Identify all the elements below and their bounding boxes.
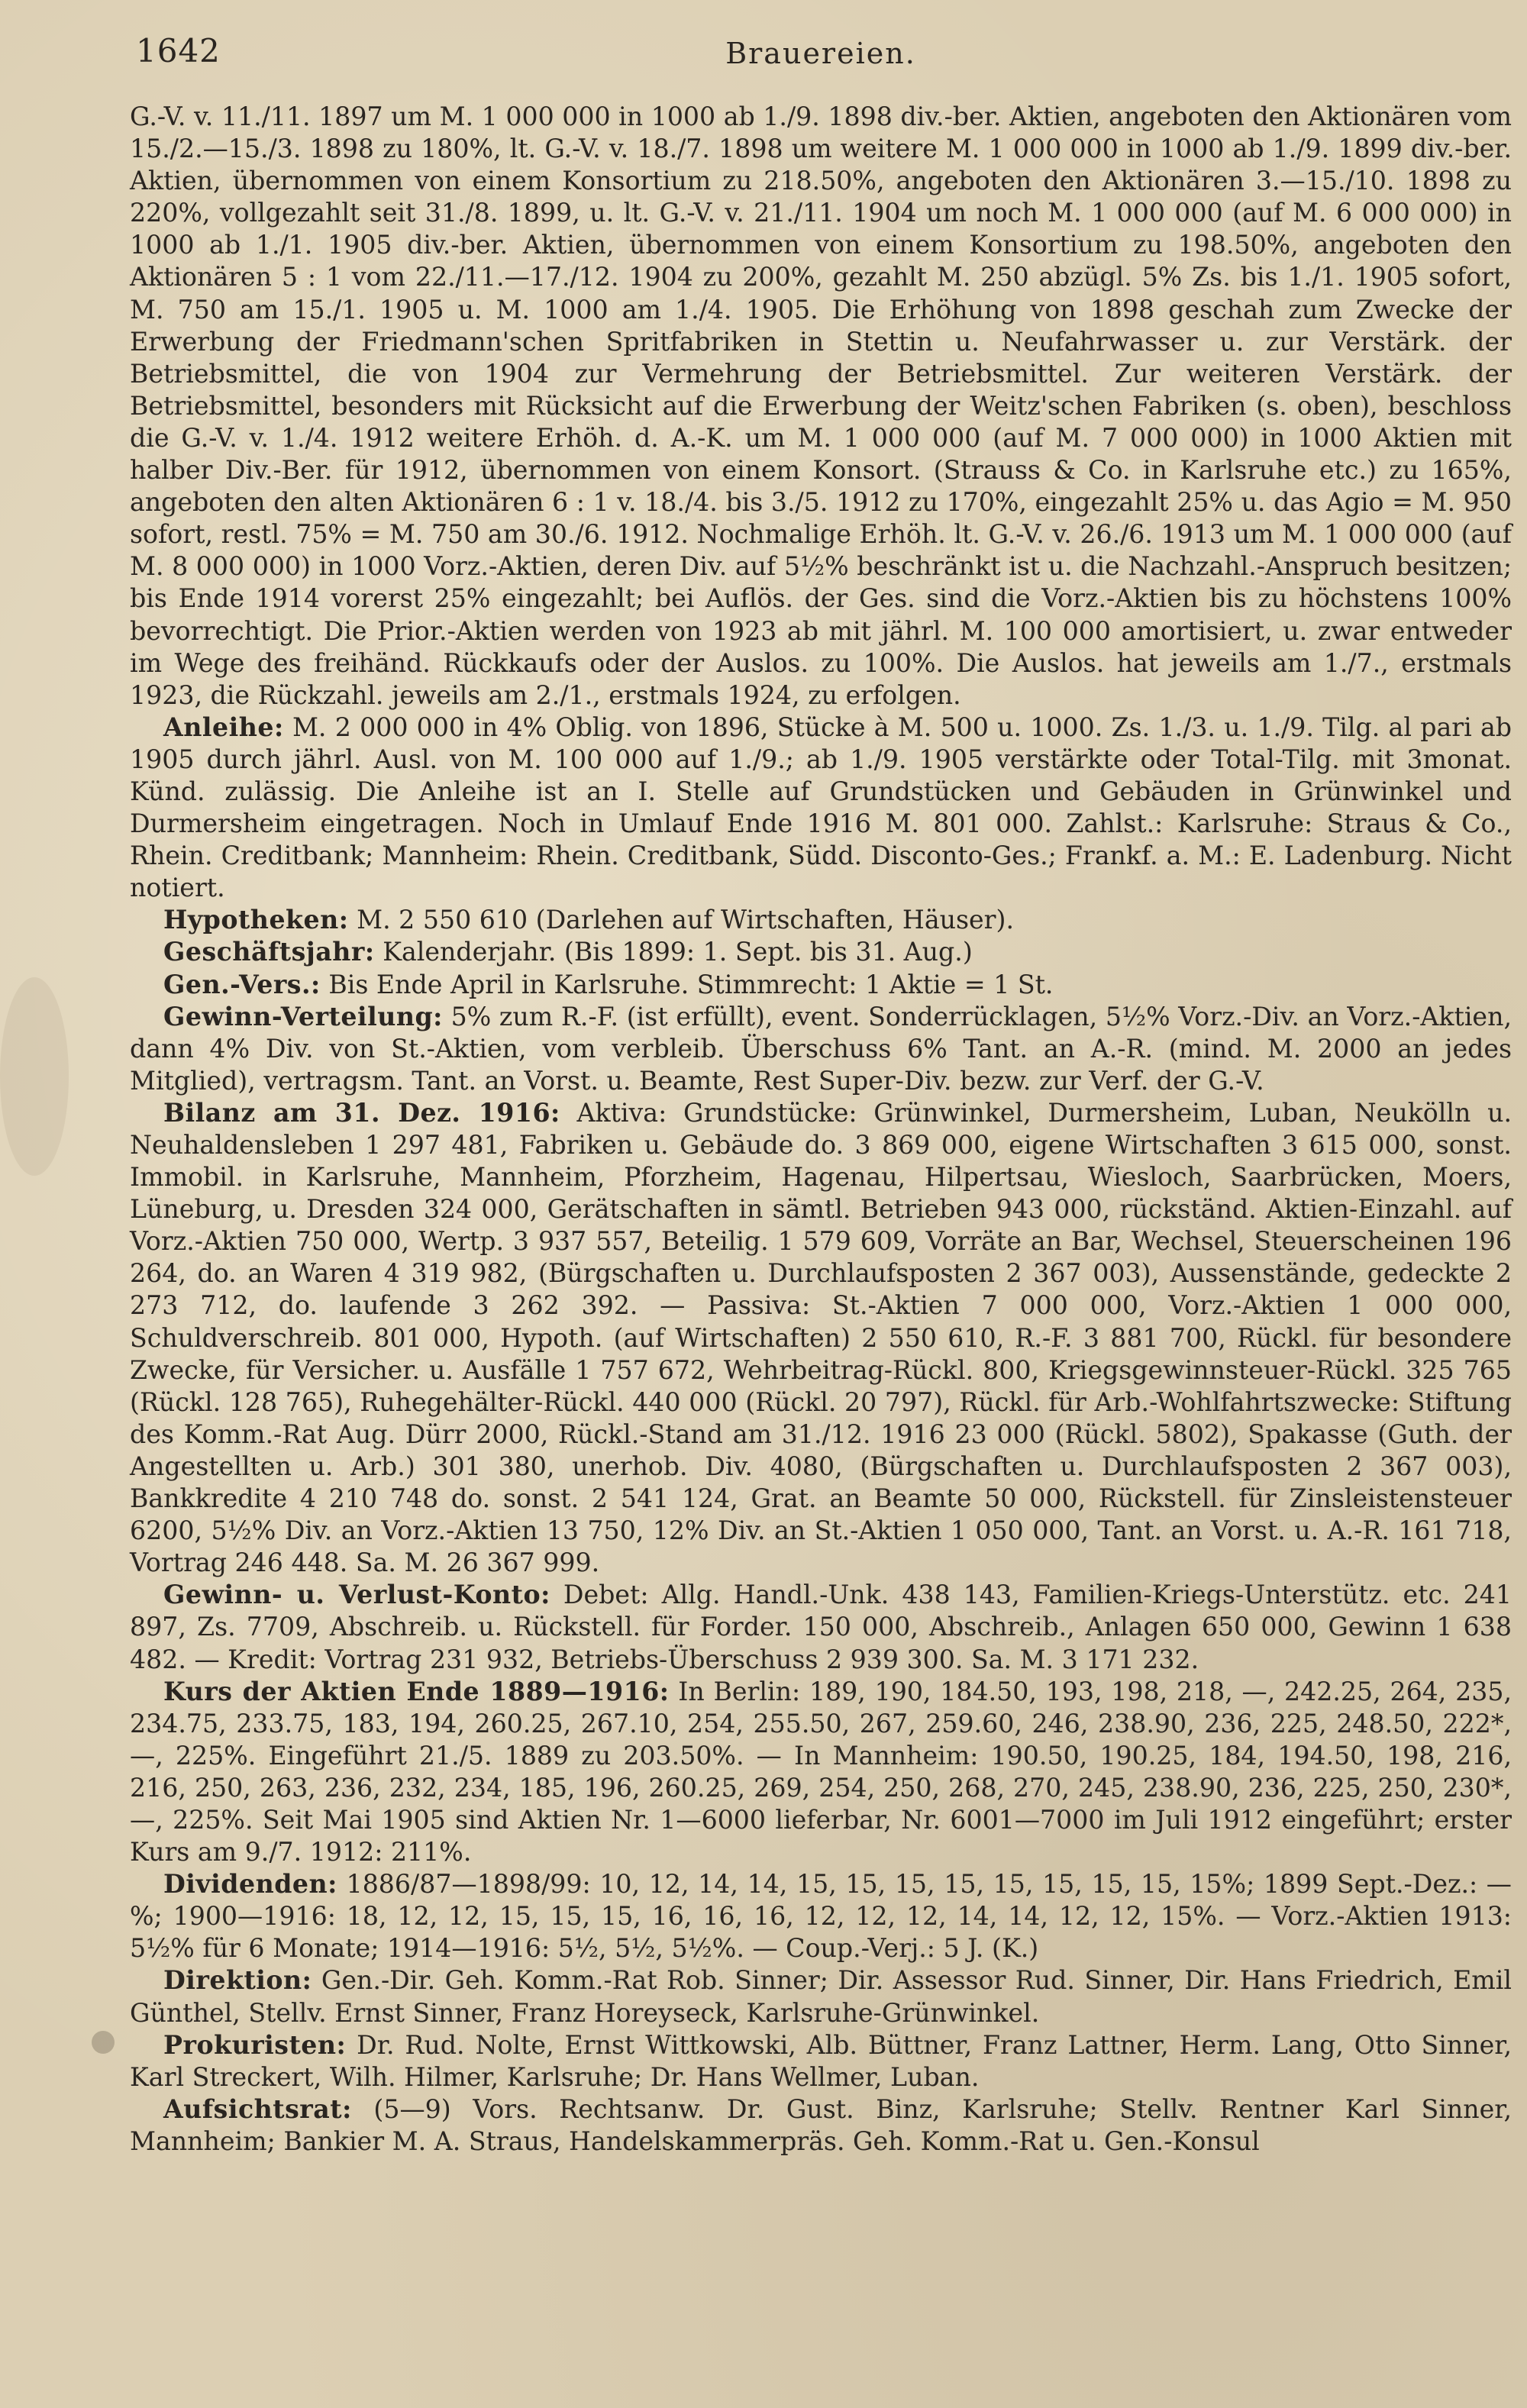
section-lead: Hypotheken:: [163, 905, 349, 935]
page-number: 1642: [136, 32, 221, 69]
section-lead: Anleihe:: [163, 712, 284, 742]
section-lead: Geschäftsjahr:: [163, 937, 375, 967]
paragraph-text: 5% zum R.-F. (ist erfüllt), event. Sonderrücklagen, 5½% Vorz.-Div. an Vorz.-Aktien, dann 4% Div. von St.-Aktien, vom verbleib. Überschuss 6% Tant. an A.-R. (mind. M. 2000 an jedes Mitglied), vertragsm. Tant. an Vorst. u. Beamte, Rest Super-Div. bezw. zur Verf. der G.-V.: [130, 1001, 1512, 1096]
paragraph-text: M. 2 000 000 in 4% Oblig. von 1896, Stücke à M. 500 u. 1000. Zs. 1./3. u. 1./9. Tilg. al pari ab 1905 durch jährl. Ausl. von M. 100 000 auf 1./9.; ab 1./9. 1905 verstärkte oder Total-Tilg. mit 3monat. Künd. zulässig. Die Anleihe ist an I. Stelle auf Grundstücken und Gebäuden in Grünwinkel und Durmersheim eingetragen. Noch in Umlauf Ende 1916 M. 801 000. Zahlst.: Karlsruhe: Straus & Co., Rhein. Creditbank; Mannheim: Rhein. Creditbank, Südd. Disconto-Ges.; Frankf. a. M.: E. Ladenburg. Nicht notiert.: [130, 712, 1512, 903]
paragraph-text: In Berlin: 189, 190, 184.50, 193, 198, 218, —, 242.25, 264, 235, 234.75, 233.75, 183, 194, 260.25, 267.10, 254, 255.50, 267, 259.60, 246, 238.90, 236, 225, 248.50, 222*, —, 225%. Eingeführt 21./5. 1889 zu 203.50%. — In Mannheim: 190.50, 190.25, 184, 194.50, 198, 216, 216, 250, 263, 236, 232, 234, 185, 196, 260.25, 269, 254, 250, 268, 270, 245, 238.90, 236, 225, 250, 230*, —, 225%. Seit Mai 1905 sind Aktien Nr. 1—6000 lieferbar, Nr. 6001—7000 im Juli 1912 eingeführt; erster Kurs am 9./7. 1912: 211%.: [130, 1676, 1512, 1867]
section-lead: Gewinn- u. Verlust-Konto:: [163, 1580, 550, 1610]
paragraph: [130, 1964, 1512, 2029]
body-text: [130, 101, 1512, 2158]
paragraph: [130, 712, 1512, 905]
paragraph: [130, 1676, 1512, 1869]
paragraph-text: Aktiva: Grundstücke: Grünwinkel, Durmersheim, Luban, Neukölln u. Neuhaldensleben 1 297 481, Fabriken u. Gebäude do. 3 869 000, eigene Wirtschaften 3 615 000, sonst. Immobil. in Karlsruhe, Mannheim, Pforzheim, Hagenau, Hilpertsau, Wiesloch, Saarbrücken, Moers, Lüneburg, u. Dresden 324 000, Gerätschaften in sämtl. Betrieben 943 000, rückständ. Aktien-Einzahl. auf Vorz.-Aktien 750 000, Wertp. 3 937 557, Beteilig. 1 579 609, Vorräte an Bar, Wechsel, Steuerscheinen 196 264, do. an Waren 4 319 982, (Bürgschaften u. Durchlaufsposten 2 367 003), Aussenstände, gedeckte 2 273 712, do. laufende 3 262 392. — Passiva: St.-Aktien 7 000 000, Vorz.-Aktien 1 000 000, Schuldverschreib. 801 000, Hypoth. (auf Wirtschaften) 2 550 610, R.-F. 3 881 700, Rückl. für besondere Zwecke, für Versicher. u. Ausfälle 1 757 672, Wehrbeitrag-Rückl. 800, Kriegsgewinnsteuer-Rückl. 325 765 (Rückl. 128 765), Ruhegehälter-Rückl. 440 000 (Rückl. 20 797), Rückl. für Arb.-Wohlfahrtszwecke: Stiftung des Komm.-Rat Aug. Dürr 2000, Rückl.-Stand am 31./12. 1916 23 000 (Rückl. 5802), Spakasse (Guth. der Angestellten u. Arb.) 301 380, unerhob. Div. 4080, (Bürgschaften u. Durchlaufsposten 2 367 003), Bankkredite 4 210 748 do. sonst. 2 541 124, Grat. an Beamte 50 000, Rückstell. für Zinsleistensteuer 6200, 5½% Div. an Vorz.-Aktien 13 750, 12% Div. an St.-Aktien 1 050 000, Tant. an Vorst. u. A.-R. 161 718, Vortrag 246 448. Sa. M. 26 367 999.: [130, 1097, 1512, 1578]
paragraph-text: M. 2 550 610 (Darlehen auf Wirtschaften, Häuser).: [348, 905, 1015, 935]
section-lead: Direktion:: [163, 1965, 312, 1996]
section-lead: Gewinn-Verteilung:: [163, 1001, 443, 1031]
paragraph: [130, 969, 1512, 1001]
paragraph: [130, 1001, 1512, 1097]
section-lead: Aufsichtsrat:: [163, 2093, 352, 2124]
paragraph: [130, 2029, 1512, 2093]
paragraph: [130, 904, 1512, 936]
paragraph-text: Kalenderjahr. (Bis 1899: 1. Sept. bis 31. Aug.): [374, 937, 973, 967]
paragraph: [130, 1868, 1512, 1964]
ink-blot: [92, 2031, 115, 2054]
paragraph-text: Debet: Allg. Handl.-Unk. 438 143, Familien-Kriegs-Unterstütz. etc. 241 897, Zs. 7709, Abschreib. u. Rückstell. für Forder. 150 000, Abschreib., Anlagen 650 000, Gewinn 1 638 482. — Kredit: Vortrag 231 932, Betriebs-Überschuss 2 939 300. Sa. M. 3 171 232.: [130, 1580, 1512, 1674]
section-lead: Kurs der Aktien Ende 1889—1916:: [163, 1676, 670, 1706]
running-title: Brauereien.: [725, 37, 916, 70]
paragraph-text: Dr. Rud. Nolte, Ernst Wittkowski, Alb. Büttner, Franz Lattner, Herm. Lang, Otto Sinner, Karl Streckert, Wilh. Hilmer, Karlsruhe; Dr. Hans Wellmer, Luban.: [130, 2029, 1512, 2092]
paragraph: [130, 1579, 1512, 1675]
paragraph-text: G.-V. v. 11./11. 1897 um M. 1 000 000 in 1000 ab 1./9. 1898 div.-ber. Aktien, angeboten den Aktionären vom 15./2.—15./3. 1898 zu 180%, lt. G.-V. v. 18./7. 1898 um weitere M. 1 000 000 in 1000 ab 1./9. 1899 div.-ber. Aktien, übernommen von einem Konsortium zu 218.50%, angeboten den Aktionären 3.—15./10. 1898 zu 220%, vollgezahlt seit 31./8. 1899, u. lt. G.-V. v. 21./11. 1904 um noch M. 1 000 000 (auf M. 6 000 000) in 1000 ab 1./1. 1905 div.-ber. Aktien, übernommen von einem Konsortium zu 198.50%, angeboten den Aktionären 5 : 1 vom 22./11.—17./12. 1904 zu 200%, gezahlt M. 250 abzügl. 5% Zs. bis 1./1. 1905 sofort, M. 750 am 15./1. 1905 u. M. 1000 am 1./4. 1905. Die Erhöhung von 1898 geschah zum Zwecke der Erwerbung der Friedmann'schen Spritfabriken in Stettin u. Neufahrwasser u. zur Verstärk. der Betriebsmittel, die von 1904 zur Vermehrung der Betriebsmittel. Zur weiteren Verstärk. der Betriebsmittel, besonders mit Rücksicht auf die Erwerbung der Weitz'schen Fabriken (s. oben), beschloss die G.-V. v. 1./4. 1912 weitere Erhöh. d. A.-K. um M. 1 000 000 (auf M. 7 000 000) in 1000 Aktien mit halber Div.-Ber. für 1912, übernommen von einem Konsort. (Strauss & Co. in Karlsruhe etc.) zu 165%, angeboten den alten Aktionären 6 : 1 v. 18./4. bis 3./5. 1912 zu 170%, eingezahlt 25% u. das Agio = M. 950 sofort, restl. 75% = M. 750 am 30./6. 1912. Nochmalige Erhöh. lt. G.-V. v. 26./6. 1913 um M. 1 000 000 (auf M. 8 000 000) in 1000 Vorz.-Aktien, deren Div. auf 5½% beschränkt ist u. die Nachzahl.-Anspruch besitzen; bis Ende 1914 vorerst 25% eingezahlt; bei Auflös. der Ges. sind die Vorz.-Aktien bis zu höchstens 100% bevorrechtigt. Die Prior.-Aktien werden von 1923 ab mit jährl. M. 100 000 amortisiert, u. zwar entweder im Wege des freihänd. Rückkaufs oder der Auslos. zu 100%. Die Auslos. hat jeweils am 1./7., erstmals 1923, die Rückzahl. jeweils am 2./1., erstmals 1924, zu erfolgen.: [130, 102, 1512, 710]
paragraph: [130, 1097, 1512, 1579]
section-lead: Gen.-Vers.:: [163, 969, 321, 999]
page-header: [130, 31, 1512, 84]
paragraph-text: 1886/87—1898/99: 10, 12, 14, 14, 15, 15, 15, 15, 15, 15, 15, 15, 15%; 1899 Sept.-Dez.: — %; 1900—1916: 18, 12, 12, 15, 15, 15, 16, 16, 16, 12, 12, 12, 14, 14, 12, 12, 15%. — Vorz.-Aktien 1913: 5½% für 6 Monate; 1914—1916: 5½, 5½, 5½%. — Coup.-Verj.: 5 J. (K.): [130, 1869, 1512, 1964]
section-lead: Bilanz am 31. Dez. 1916:: [163, 1097, 560, 1128]
paragraph: [130, 2093, 1512, 2158]
section-lead: Prokuristen:: [163, 2029, 347, 2060]
paragraph-text: Gen.-Dir. Geh. Komm.-Rat Rob. Sinner; Dir. Assessor Rud. Sinner, Dir. Hans Friedrich, Emil Günthel, Stellv. Ernst Sinner, Franz Horeyseck, Karlsruhe-Grünwinkel.: [130, 1965, 1512, 2028]
paragraph-text: (5—9) Vors. Rechtsanw. Dr. Gust. Binz, Karlsruhe; Stellv. Rentner Karl Sinner, Mannheim; Bankier M. A. Straus, Handelskammerpräs. Geh. Komm.-Rat u. Gen.-Konsul: [130, 2093, 1512, 2156]
paragraph: [130, 936, 1512, 968]
paragraph: [130, 101, 1512, 712]
paper-stain: [0, 977, 69, 1176]
section-lead: Dividenden:: [163, 1869, 337, 1900]
paragraph-text: Bis Ende April in Karlsruhe. Stimmrecht: 1 Aktie = 1 St.: [320, 969, 1054, 999]
document-page: [130, 31, 1512, 2158]
